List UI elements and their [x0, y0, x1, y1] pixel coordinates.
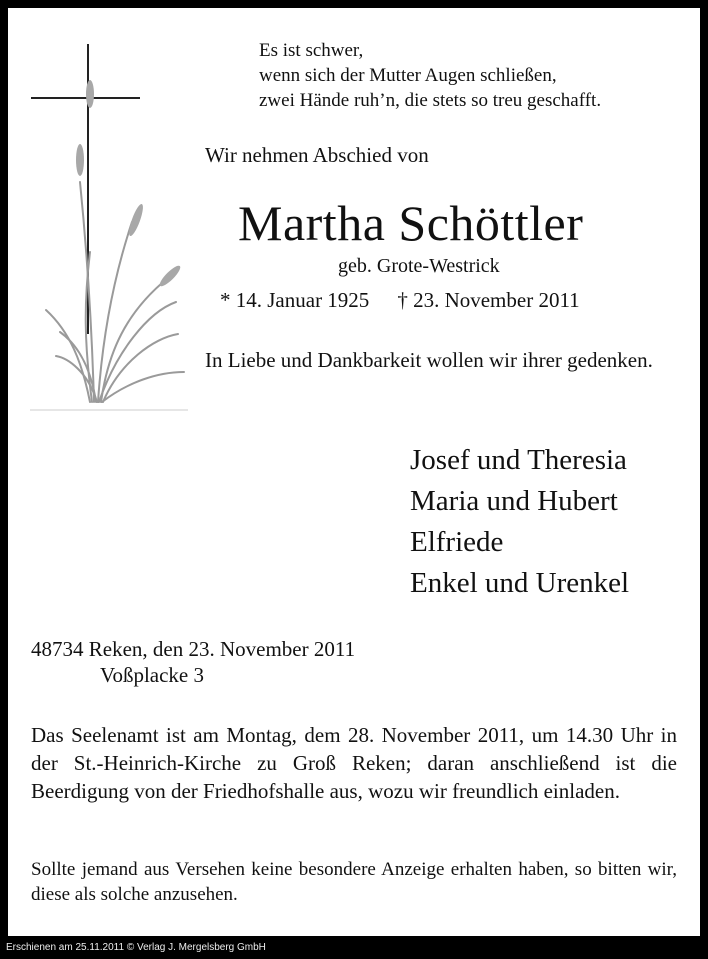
family-list — [410, 440, 629, 604]
service-text: Das Seelenamt ist am Montag, dem 28. November 2011, um 14.30 Uhr in der St.-Heinrich-Kirche zu Groß Reken; daran anschließend ist die Beerdigung von der Friedhofshalle aus, wozu wir freundlich einladen. — [31, 723, 677, 803]
street-address: Voßplacke 3 — [100, 663, 205, 687]
verse — [259, 38, 601, 113]
deceased-name: Martha Schöttler — [238, 195, 584, 251]
closing-text: Sollte jemand aus Versehen keine besondere Anzeige erhalten haben, so bitten wir, diese als solche anzusehen. — [31, 859, 677, 905]
verse-line: Es ist schwer, — [259, 40, 364, 61]
cross-with-reeds-icon — [28, 42, 198, 412]
obituary-notice — [8, 8, 700, 936]
death-date: † 23. November 2011 — [397, 288, 580, 312]
intro-text: Wir nehmen Abschied von — [205, 143, 429, 167]
verse-line: zwei Hände ruh’n, die stets so treu geschafft. — [259, 90, 602, 111]
family-member: Josef und Theresia — [410, 444, 627, 476]
publication-footer: Erschienen am 25.11.2011 © Verlag J. Mergelsberg GmbH — [6, 942, 266, 953]
memory-text: In Liebe und Dankbarkeit wollen wir ihrer gedenken. — [205, 348, 653, 372]
place-date: 48734 Reken, den 23. November 2011 — [31, 637, 356, 661]
verse-line: wenn sich der Mutter Augen schließen, — [259, 65, 557, 86]
maiden-name: geb. Grote-Westrick — [338, 255, 500, 277]
family-member: Elfriede — [410, 526, 504, 558]
birth-date: * 14. Januar 1925 — [220, 288, 370, 312]
life-dates — [220, 288, 580, 313]
family-member: Maria und Hubert — [410, 485, 618, 517]
family-member: Enkel und Urenkel — [410, 567, 630, 599]
